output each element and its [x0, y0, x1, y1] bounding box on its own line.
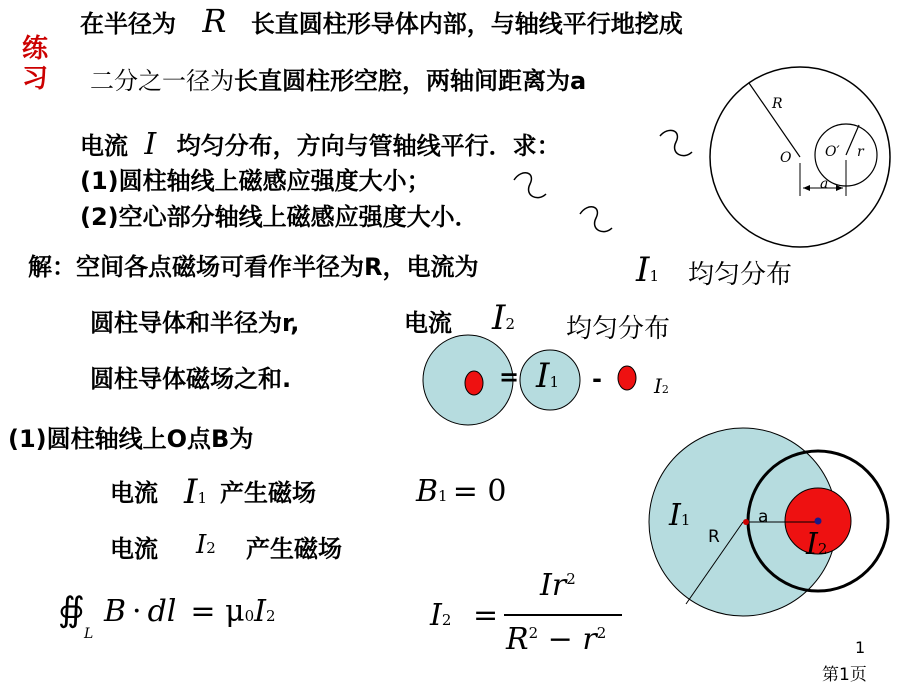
fig-bottom-R: R — [708, 527, 720, 547]
problem-text: 长直圆柱形导体内部，与轴线平行地挖成 — [250, 10, 683, 38]
I2-fraction-lhs: I2 = — [430, 598, 499, 633]
I2-numerator: Ir$^2$ — [540, 568, 576, 603]
side-label-char-2: 习 — [22, 64, 49, 94]
solution-line-2: 圆柱导体和半径为r, — [90, 309, 300, 337]
page-label: 第1页 — [822, 665, 867, 685]
center-dot-O — [743, 519, 749, 525]
ampere-loop-equation: ∯ B · dl = μ0I2 — [58, 590, 276, 630]
part1-case-2-text: 产生磁场 — [246, 535, 342, 563]
part1-case-2: 电流 — [110, 535, 158, 563]
part1-case-1: 电流 — [110, 479, 158, 507]
part1-case-1-current: I1 — [184, 472, 207, 512]
current-symbol: I — [144, 127, 157, 162]
solution-I2: I2 — [492, 298, 515, 338]
page-number: 1 — [855, 638, 866, 657]
part1-heading: (1)圆柱轴线上O点B为 — [8, 425, 254, 453]
radius-symbol: R — [202, 2, 227, 40]
side-label-char-1: 练 — [22, 34, 49, 64]
fig-label-O: O — [780, 150, 792, 166]
loop-integral-symbol: ∯ — [58, 590, 85, 630]
solution-I1: I1 — [636, 250, 659, 290]
loop-label: L — [84, 626, 94, 642]
equals-sign: = — [499, 363, 520, 391]
center-dot-Oprime — [815, 518, 822, 525]
problem-text: 均匀分布，方向与管轴线平行．求： — [176, 132, 561, 160]
solution-text: 电流 — [404, 309, 452, 337]
solution-text: 均匀分布 — [688, 260, 793, 290]
fig-bottom-I2: I2 — [806, 527, 828, 562]
fig-bottom-I1: I1 — [669, 498, 691, 533]
B1-equation: B1 = 0 — [416, 474, 507, 509]
fig-label-R: R — [772, 96, 783, 112]
I2-denominator: $R^2 - r^2$ — [506, 622, 607, 657]
minus-sign: - — [592, 365, 602, 393]
part1-case-2-current: I2 — [196, 530, 216, 560]
part1-case-1-text: 产生磁场 — [220, 479, 316, 507]
solution-line-3: 圆柱导体磁场之和. — [90, 365, 292, 393]
solution-text: 均匀分布 — [566, 314, 671, 344]
question-1: (1)圆柱轴线上磁感应强度大小； — [80, 167, 431, 195]
solution-text: 解：空间各点磁场可看作半径为R，电流为 — [28, 253, 479, 281]
eq-I1-label: I1 — [536, 356, 559, 396]
fig-label-a: a — [820, 176, 829, 192]
fig-bottom-a: a — [758, 507, 769, 527]
question-2: (2)空心部分轴线上磁感应强度大小． — [80, 203, 479, 231]
problem-text: 电流 — [80, 132, 128, 160]
problem-text: 在半径为 — [80, 10, 176, 38]
fig-label-Oprime: O′ — [825, 144, 840, 160]
problem-text: 二分之一径为 — [90, 67, 234, 95]
eq-I2-label: I2 — [654, 374, 669, 398]
problem-text: 长直圆柱形空腔，两轴间距离为a — [234, 67, 587, 95]
fig-label-r: r — [857, 144, 864, 160]
